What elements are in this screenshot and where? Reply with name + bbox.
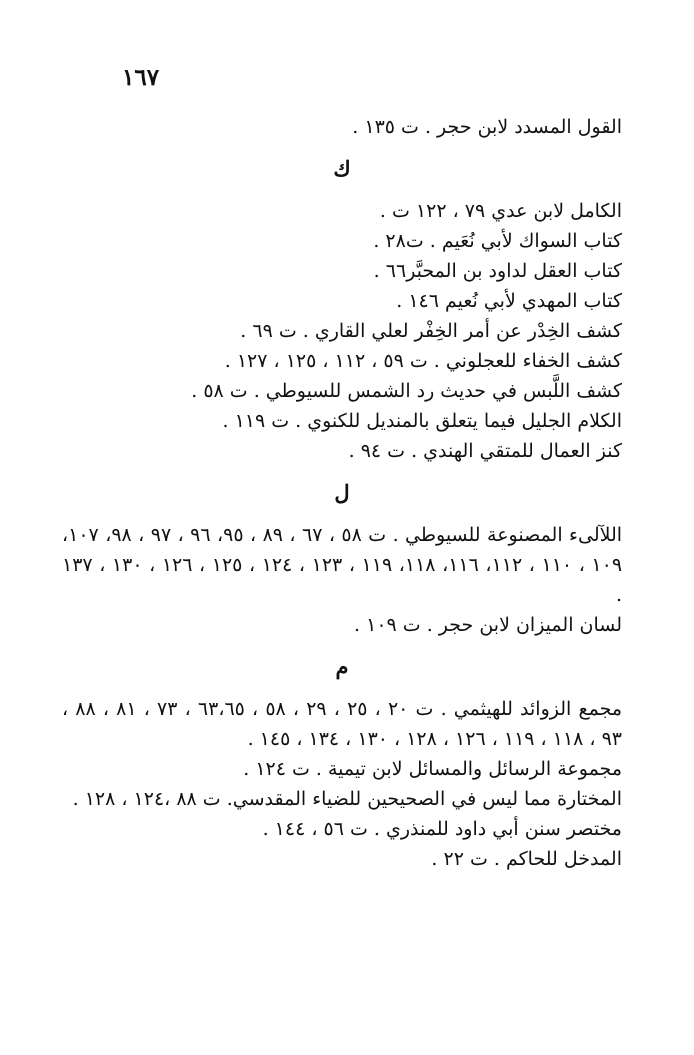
index-entry: مجمع الزوائد للهيثمي . ت ٢٠ ، ٢٥ ، ٢٩ ، ٥٨ ، ٦٣،٦٥ ، ٧٣ ، ٨١ ، ٨٨ ، ٩٣ ، ١١٨ ، ١١٩ ، ١٢٦ ، ١٢٨ ، ١٣٠ ، ١٣٤ ، ١٤٥ . — [62, 698, 623, 750]
index-entry: الكامل لابن عدي ٧٩ ، ١٢٢ ت . — [379, 200, 622, 222]
index-entry: كشف الخِدْر عن أمر الخِفْر لعلي القاري . ت ٦٩ . — [240, 320, 622, 342]
index-entry: كتاب العقل لداود بن المحبَّر٦٦ . — [373, 260, 622, 282]
index-entry: كتاب المهدي لأبي نُعيم ١٤٦ . — [396, 290, 622, 312]
section-mim — [62, 654, 622, 874]
page-number: ١٦٧ — [122, 64, 160, 91]
index-entry: اللآلىء المصنوعة للسيوطي . ت ٥٨ ، ٦٧ ، ٨٩ ، ٩٥، ٩٦ ، ٩٧ ، ٩٨، ١٠٧، ١٠٩ ، ١١٠ ، ١١٢، ١١٦، ١١٨، ١١٩ ، ١٢٣ ، ١٢٤ ، ١٢٥ ، ١٢٦ ، ١٣٠ ، ١٣٧ . — [62, 524, 623, 606]
section-letter: ل — [334, 480, 350, 505]
index-entry: مجموعة الرسائل والمسائل لابن تيمية . ت ١٢٤ . — [243, 758, 622, 780]
index-entry: القول المسدد لابن حجر . ت ١٣٥ . — [352, 116, 622, 138]
index-entry: مختصر سنن أبي داود للمنذري . ت ٥٦ ، ١٤٤ . — [262, 818, 622, 840]
index-entry: كشف اللَّبس في حديث رد الشمس للسيوطي . ت ٥٨ . — [191, 380, 622, 402]
index-entry: لسان الميزان لابن حجر . ت ١٠٩ . — [354, 614, 622, 636]
section-lam — [62, 480, 622, 640]
index-entry: المدخل للحاكم . ت ٢٢ . — [431, 848, 622, 870]
index-entry: كشف الخفاء للعجلوني . ت ٥٩ ، ١١٢ ، ١٢٥ ، ١٢٧ . — [224, 350, 622, 372]
index-entry: كتاب السواك لأبي نُعَيم . ت٢٨ . — [373, 230, 622, 252]
section-letter: ك — [333, 156, 351, 181]
index-entry: المختارة مما ليس في الصحيحين للضياء المقدسي. ت ٨٨ ،١٢٤ ، ١٢٨ . — [72, 788, 622, 810]
index-content — [62, 112, 622, 874]
section-letter: م — [335, 654, 349, 679]
section-kaf — [62, 156, 622, 466]
index-entry: كنز العمال للمتقي الهندي . ت ٩٤ . — [348, 440, 622, 462]
index-entry: الكلام الجليل فيما يتعلق بالمنديل للكنوي . ت ١١٩ . — [222, 410, 622, 432]
